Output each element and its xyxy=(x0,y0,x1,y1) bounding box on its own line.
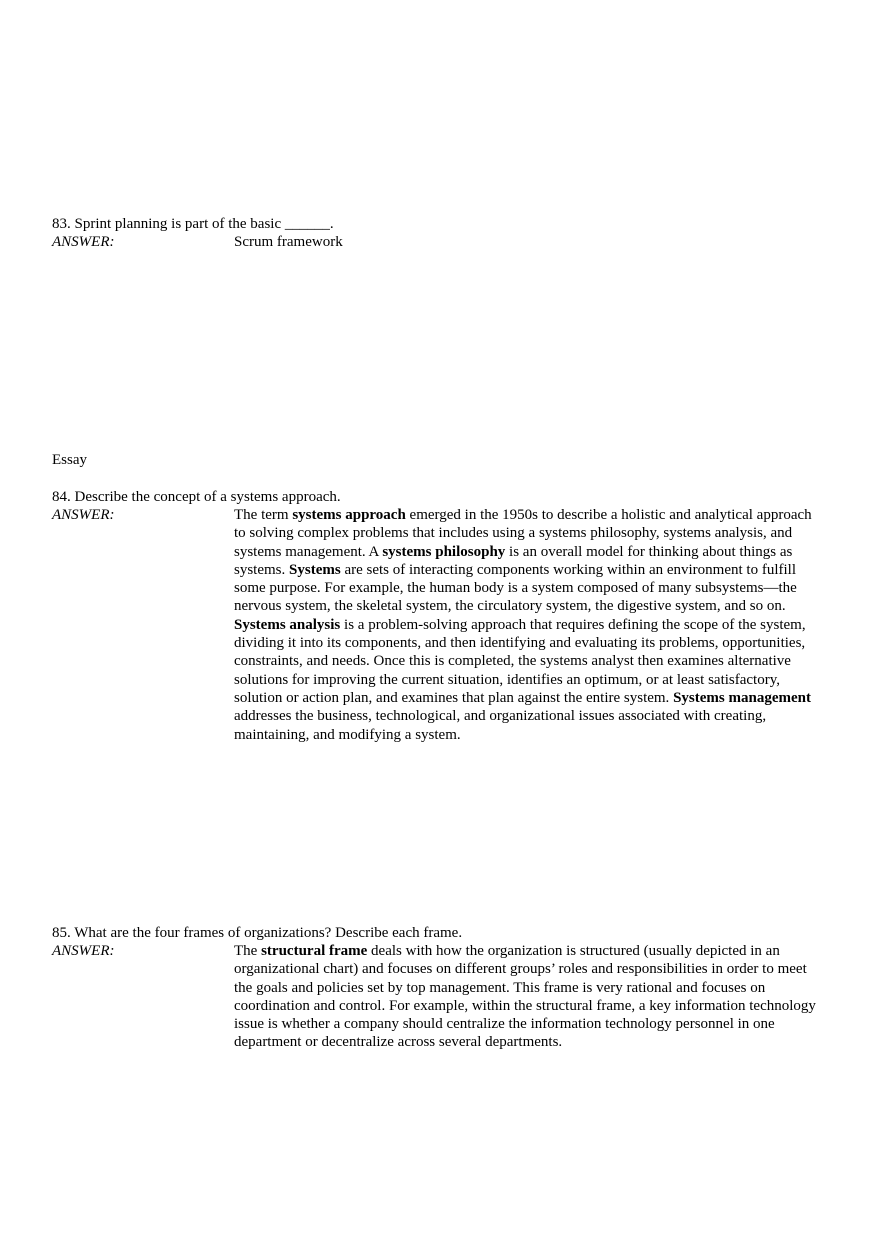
term-systems: Systems xyxy=(289,561,341,578)
question-85 xyxy=(52,924,832,1052)
answer-text: is a problem-solving approach that requires defining the scope of the system, dividing it into its components, and then identifying and evaluating its problems, opportunities, constraints, and needs. Once this is completed, the systems analyst then examines alternative solutions for improving the current situation, identifies an optimum, or at least satisfactory, solution or action plan, and examines that plan against the entire system. xyxy=(234,616,806,706)
answer-text: are sets of interacting components working within an environment to fulfill some purpose. For example, the human body is a system composed of many subsystems—the nervous system, the skeletal system, the circulatory system, the digestive system, and so on. xyxy=(234,561,797,615)
answer-label: ANSWER: xyxy=(52,507,115,523)
term-structural-frame: structural frame xyxy=(261,943,368,959)
answer-text: emerged in the 1950s to describe a holistic and analytical approach to solving complex problems that includes using a systems philosophy, systems analysis, and systems management. A xyxy=(234,507,812,560)
question-85-text: 85. What are the four frames of organizations? Describe each frame. xyxy=(52,925,463,941)
term-systems-management: Systems management xyxy=(673,689,811,706)
question-84 xyxy=(52,488,832,744)
answer-text: addresses the business, technological, and organizational issues associated with creating, maintaining, and modifying a system. xyxy=(234,708,767,743)
question-84-text: 84. Describe the concept of a systems approach. xyxy=(52,489,341,505)
answer-label: ANSWER: xyxy=(52,234,115,250)
answer-text: The xyxy=(234,943,262,959)
answer-text: is an overall model for thinking about things as systems. xyxy=(234,543,793,578)
answer-text: deals with how the organization is structured (usually depicted in an organizational chart) and focuses on different groups’ roles and responsibilities in order to meet the goals and policies set by top management. This frame is very rational and focuses on coordination and control. For example, within the structural frame, a key information technology issue is whether a company should centralize the information technology personnel in one department or decentralize across several departments. xyxy=(234,943,816,1051)
answer-label: ANSWER: xyxy=(52,943,115,959)
term-systems-analysis: Systems analysis xyxy=(234,616,341,633)
question-85-answer xyxy=(234,942,826,1052)
question-84-answer xyxy=(234,506,826,744)
section-title-essay: Essay xyxy=(52,452,87,468)
answer-text: The term xyxy=(234,507,293,523)
question-83-text: 83. Sprint planning is part of the basic ______. xyxy=(52,216,334,232)
question-83-answer: Scrum framework xyxy=(234,234,343,250)
question-83 xyxy=(52,215,832,251)
term-systems-approach: systems approach xyxy=(292,507,406,523)
term-systems-philosophy: systems philosophy xyxy=(382,543,506,560)
question-83-answer-row xyxy=(52,233,832,251)
question-84-answer-row xyxy=(52,506,832,744)
question-85-answer-row xyxy=(52,942,832,1052)
